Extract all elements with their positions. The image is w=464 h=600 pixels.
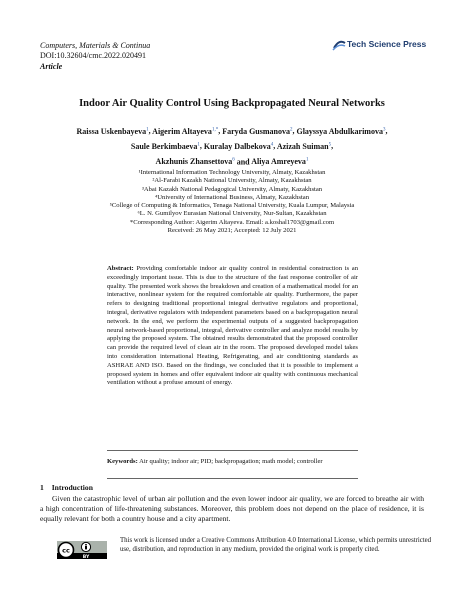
author-name: Aigerim Altayeva$^{1,*}$ [152, 126, 219, 136]
journal-name: Computers, Materials & Continua [40, 41, 151, 50]
affiliation-line: ⁶L. N. Gumilyov Eurasian National University, Nur-Sultan, Kazakhstan [137, 210, 327, 218]
abstract-text: Providing comfortable indoor air quality control in residential construction is an exceedingly important issue. This is due to the structure of the fast response controller of air quality. The presented work shows the breakdown and creation of a mathematical model for an interactive, nonlinear system for the required comfortable air quality. Furthermore, the paper refers to designing traditional proportional integral derivative regulators and proportional, integral, derivative regulators with independent parameters based on a backpropagation neural network. In the end, we perform the experimental outputs of a suggested backpropagation neural network-based proportional, integral, derivative controller and analyze model results by applying the proposed system. The obtained results demonstrated that the proposed controller can provide the required level of clean air in the room. The proposed developed model takes into consideration international Heating, Refrigerating, and air conditioning standards as ASHRAE AND ISO. Based on the findings, we concluded that it is possible to implement a proposed system in homes and offer equivalent indoor air quality with continuous mechanical ventilation without a profuse amount of energy. [107, 265, 358, 387]
author-affiliation-marker[interactable]: 5 [328, 142, 332, 148]
abstract-divider [107, 450, 358, 451]
author-affiliation-marker[interactable]: 3 [382, 127, 386, 132]
publisher-logo-icon [332, 38, 346, 52]
author-affiliation-marker[interactable]: 2 [289, 127, 293, 132]
section-title: Introduction [51, 483, 93, 492]
author-separator: , [331, 141, 334, 151]
cc-badge-label: BY [82, 555, 90, 559]
svg-text:cc: cc [62, 546, 70, 555]
author-name: Raissa Uskenbayeva$^1$ [76, 126, 149, 136]
publisher-name: Tech Science Press [347, 39, 427, 49]
author-name: Kuralay Dalbekova$^4$ [203, 141, 274, 151]
author-separator: , [385, 126, 388, 136]
keywords [107, 457, 358, 466]
author-name: Akzhunis Zhansettova$^6$ [155, 157, 235, 167]
author-name: Glayssya Abdulkarimova$^3$ [296, 126, 386, 136]
affiliation-line: ¹International Information Technology University, Almaty, Kazakhstan [138, 169, 326, 176]
author-separator: , [218, 126, 223, 136]
received-accepted-dates: Received: 26 May 2021; Accepted: 12 July 2021 [167, 227, 297, 235]
cc-by-license-badge[interactable] [57, 541, 107, 559]
doi[interactable]: DOI:10.32604/cmc.2022.020491 [40, 51, 146, 60]
publisher-logo[interactable] [332, 38, 442, 52]
affiliation-line: ⁵College of Computing & Informatics, Tenaga National University, Kuala Lumpur, Malaysia [109, 202, 355, 210]
affiliation-line: ²Al-Farabi Kazakh National University, Almaty, Kazakhstan [152, 177, 312, 185]
author-affiliation-marker[interactable]: 6 [232, 157, 235, 163]
author-name: Aliya Amreyeva$^1$ [251, 157, 309, 167]
author-list [60, 123, 404, 169]
author-separator: and [234, 157, 252, 167]
author-name: Saule Berkimbaeva$^1$ [130, 141, 200, 151]
author-separator: , [292, 126, 297, 136]
affiliations [30, 169, 434, 235]
abstract [107, 265, 358, 388]
author-name: Faryda Gusmanova$^2$ [222, 126, 293, 136]
section-number: 1 [40, 483, 44, 492]
author-affiliation-marker[interactable]: 1,* [211, 127, 219, 132]
author-name: Azizah Suiman$^5$ [276, 141, 332, 151]
author-separator: , [273, 141, 277, 151]
affiliation-line: ³Abai Kazakh National Pedagogical University, Almaty, Kazakhstan [141, 185, 323, 193]
author-affiliation-marker[interactable]: 1 [197, 142, 200, 148]
keywords-text: Air quality; indoor air; PID; backpropagation; math model; controller [139, 458, 323, 465]
corresponding-author: *Corresponding Author: Aigerim Altayeva. Email: a.koshal1703@gmail.com [129, 218, 335, 226]
author-separator: , [199, 141, 204, 151]
keywords-divider [107, 478, 358, 479]
abstract-label: Abstract: [107, 265, 134, 272]
author-separator: , [148, 126, 153, 136]
article-type: Article [40, 62, 63, 71]
author-affiliation-marker[interactable]: 1 [305, 157, 309, 163]
author-affiliation-marker[interactable]: 4 [270, 142, 274, 148]
keywords-label: Keywords: [107, 458, 138, 465]
introduction-paragraph: Given the catastrophic level of urban air pollution and the even lower indoor air quality, we are forced to breathe air with a high concentration of life-threatening substances. Moreover, this problem does not depend on the place of residence, it is equally relevant for both a country house and a city apartment. [40, 494, 424, 523]
creative-commons-icon [57, 541, 107, 559]
paper-title: Indoor Air Quality Control Using Backpropagated Neural Networks [79, 98, 385, 109]
license-text: This work is licensed under a Creative Commons Attribution 4.0 International License, which permits unrestricted use, distribution, and reproduction in any medium, provided the original work is properly cited. [120, 537, 432, 553]
author-affiliation-marker[interactable]: 1 [146, 127, 149, 132]
affiliation-line: ⁴University of International Business, Almaty, Kazakhstan [154, 193, 310, 201]
section-heading [40, 483, 93, 492]
